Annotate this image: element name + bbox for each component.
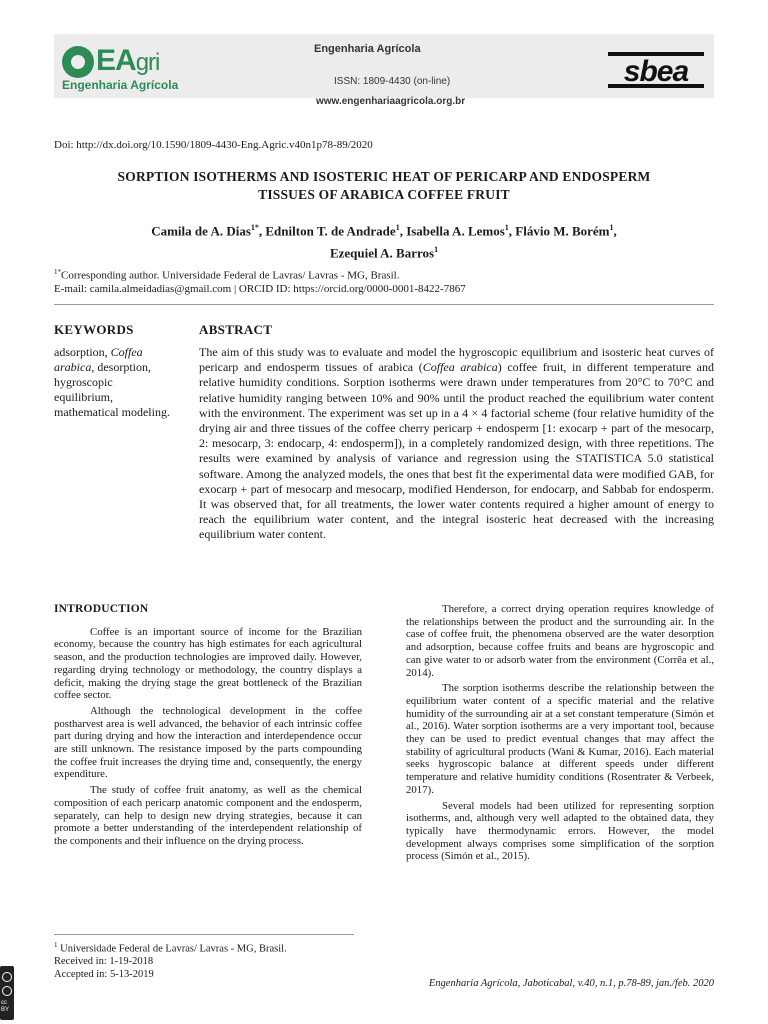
paragraph: Although the technological development in the coffee postharvest area is well advanced, the behavior of each intrinsic coffee part during drying and how the interaction and interdependence occur are still unknown. The resistance imposed by the parts compounding the coffee fruit increases the drying time and, consequently, the energy expenditure. [54, 704, 362, 781]
journal-url[interactable]: www.engenhariaagricola.org.br [316, 96, 466, 107]
footnotes: $^1$ Universidade Federal de Lavras/ Lavras - MG, Brasil. Received in: 1-19-2018 Accepted in: 5-13-2019 [54, 941, 287, 980]
author-name: Camila de A. Dias [151, 223, 251, 239]
cc-license-badge[interactable] [0, 966, 14, 1020]
keywords-list: adsorption, Coffea arabica, desorption, hygroscopic equilibrium, mathematical modeling. [54, 345, 170, 419]
paragraph: Therefore, a correct drying operation requires knowledge of the relationships between the product and the surrounding air. In the case of coffee fruit, the phenomena observed are the water desorption and adsorption, because coffee fruits and beans are hygroscopic and can give water to or adsorb water from the environment (Corrêa et al., 2014). [406, 603, 714, 679]
divider [54, 304, 714, 305]
accepted-date: Accepted in: 5-13-2019 [54, 968, 154, 980]
sbea-logo[interactable] [608, 52, 704, 88]
cc-icon [2, 972, 12, 982]
body-column-right [406, 603, 714, 866]
body-column-left [54, 603, 362, 851]
author-name: Ezequiel A. Barros [329, 245, 435, 261]
keywords-heading: KEYWORDS [54, 322, 134, 337]
journal-citation: Engenharia Agrícola, Jaboticabal, v.40, n.1, p.78-89, jan./feb. 2020 [428, 978, 714, 989]
license-label: cc BY [1, 1000, 10, 1013]
sbea-logo-text: sbea [623, 55, 689, 88]
corresponding-affiliation: $^{1*}$Corresponding author. Universidade Federal de Lavras/ Lavras - MG, Brasil. E-mail: camila.almeidadias@gmail.com | ORCID ID: https://orcid.org/0000-0001-8422-7867 [54, 268, 466, 295]
paragraph: Coffee is an important source of income for the Brazilian economy, because the country has high estimates for each agricultural season, and the production technologies are improved daily. However, regarding drying technology or methodology, the country displays a deficit, making the drying stage the great bottleneck of the Brazilian coffee sector. [54, 625, 362, 702]
doi-link[interactable]: Doi: http://dx.doi.org/10.1590/1809-4430-Eng.Agric.v40n1p78-89/2020 [54, 139, 373, 151]
author-list: Camila de A. Dias$^{1*}$, Ednilton T. de Andrade$^1$, Isabella A. Lemos$^1$, Flávio M. Borém$^1$, Ezequiel A. Barros$^1$ [151, 223, 617, 261]
abstract-text: The aim of this study was to evaluate and model the hygroscopic equilibrium and isosteric heat curves of pericarp and endosperm tissues of arabica (Coffea arabica) coffee fruit, in different temperature and relative humidity conditions. Sorption isotherms were drawn under temperatures from 20°C to 70°C and relative humidity ranging between 10% and 90% until the product reached the equilibrium water content with the environment. The experiment was set up in a 4 × 4 factorial scheme (four relative humidity of the drying air and three tissues of the coffee cherry pericarp + endosperm [1: exocarp + part of the mesocarp, 2: mesocarp, 3: endocarp, 4: endosperm]), in a completely randomized design, with three repetitions. The results were examined by analysis of variance and regression using the STATISTICA 5.0 statistical software. Among the analyzed models, the ones that best fit the experimental data were modified GAB, for exocarp + part of mesocarp and mesocarp, modified Henderson, for endocarp, and Sabbab for endosperm. It was observed that, for all treatments, the lower water contents required a higher amount of energy to reach the equilibrium water content, and the integral isosteric heat decreased with the increasing equilibrium water content. [199, 345, 715, 542]
paper-title: SORPTION ISOTHERMS AND ISOSTERIC HEAT OF PERICARP AND ENDOSPERM TISSUES OF ARABICA COFFEE FRUIT [117, 169, 651, 202]
author-name: Isabella A. Lemos [406, 223, 505, 239]
paragraph: Several models had been utilized for representing sorption isotherms, and, although very well adapted to the obtained data, they typically have thermodynamic errors. However, the model development always comprises some simplification of the sorption process (Simón et al., 2015). [406, 799, 714, 863]
journal-issn: ISSN: 1809-4430 (on-line) [334, 76, 451, 87]
person-icon [2, 986, 12, 996]
logo-wordmark: EAgri [96, 44, 160, 77]
journal-title: Engenharia Agrícola [314, 43, 421, 55]
footnote-divider [54, 934, 354, 935]
logo-subtitle: Engenharia Agrícola [62, 78, 179, 92]
received-date: Received in: 1-19-2018 [54, 956, 154, 967]
abstract-heading: ABSTRACT [199, 322, 273, 337]
eagri-logo[interactable] [62, 44, 202, 94]
author-name: Ednilton T. de Andrade [265, 223, 396, 239]
gear-icon [62, 46, 94, 78]
paragraph: The study of coffee fruit anatomy, as well as the chemical composition of each pericarp anatomic component and the endosperm, separately, can help to design new drying strategies, because it can promote a better understanding of the interdependent relationship of the components and their influence on the drying process. [54, 784, 362, 847]
author-name: Flávio M. Borém [515, 223, 610, 239]
paragraph: The sorption isotherms describe the relationship between the equilibrium water content of a specific material and the relative humidity of the surrounding air at a set constant temperature (Simón et al., 2016). Water sorption isotherms are a very important tool, because they can be used to predict eventual changes that may affect the stability of agricultural products (Wani & Kumar, 2016). Each material seeks hygroscopic balance at different speeds under different temperature and relative humidity conditions (Rosentrater & Verbeek, 2017). [406, 682, 714, 796]
journal-header [54, 34, 714, 107]
introduction-heading: INTRODUCTION [54, 603, 149, 615]
contact-email[interactable]: E-mail: camila.almeidadias@gmail.com | ORCID ID: https://orcid.org/0000-0001-8422-7867 [54, 282, 466, 295]
